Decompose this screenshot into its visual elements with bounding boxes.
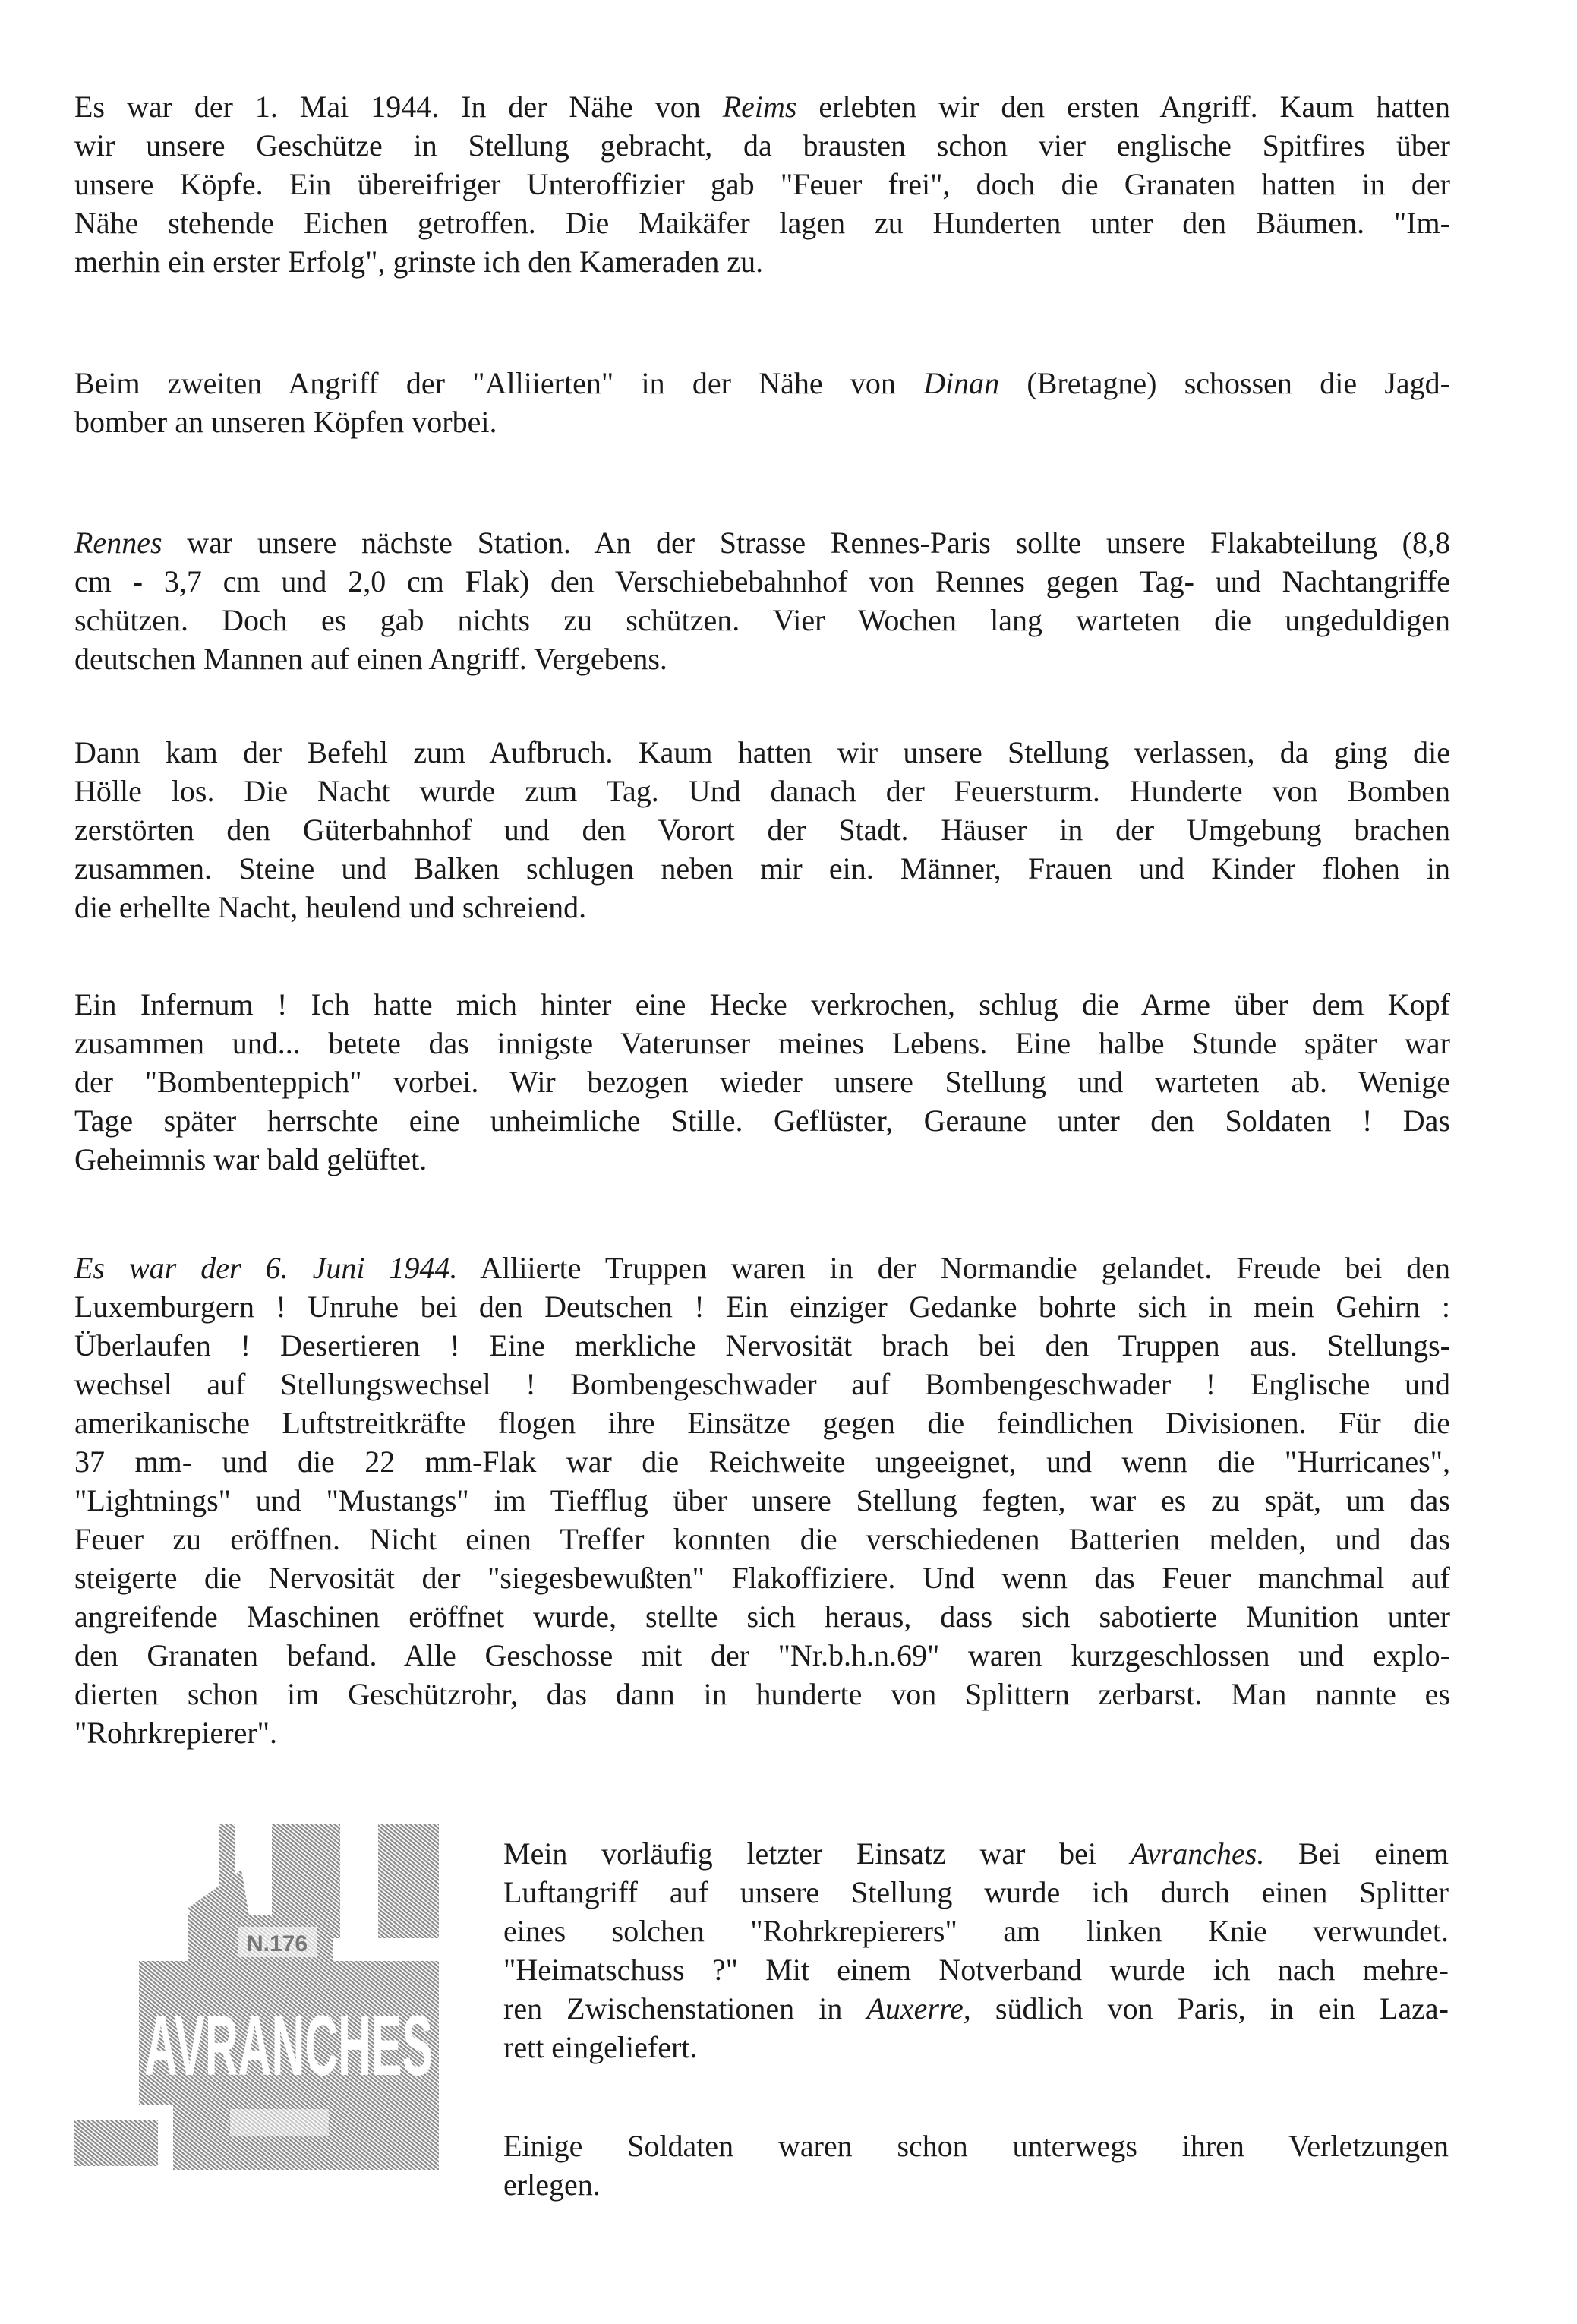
text-line: erlegen. <box>503 2168 601 2202</box>
text-line: deutschen Mannen auf einen Angriff. Vergebens. <box>74 642 667 676</box>
text-line: "Heimatschuss ?" Mit einem Notverband wurde ich nach mehre- <box>503 1953 1449 1987</box>
text-line: steigerte die Nervosität der "siegesbewußten" Flakoffiziere. Und wenn das Feuer manchmal auf <box>74 1561 1450 1595</box>
paragraph-soldaten <box>503 2127 1449 2204</box>
text-line: eines solchen "Rohrkrepierers" am linken Knie verwundet. <box>503 1914 1449 1948</box>
text-segment: Bei einem <box>1264 1836 1449 1871</box>
text-line: den Granaten befand. Alle Geschosse mit der "Nr.b.h.n.69" waren kurzgeschlossen und explo- <box>74 1638 1450 1672</box>
text-line: Hölle los. Die Nacht wurde zum Tag. Und danach der Feuersturm. Hunderte von Bomben <box>74 774 1450 808</box>
text-line: der "Bombenteppich" vorbei. Wir bezogen wieder unsere Stellung und warteten ab. Wenige <box>74 1065 1450 1099</box>
italic-text: Dinan <box>923 366 1000 400</box>
text-line: Nähe stehende Eichen getroffen. Die Maikäfer lagen zu Hunderten unter den Bäumen. "Im- <box>74 206 1450 240</box>
paragraph-aufbruch <box>74 733 1450 927</box>
text-line: Überlaufen ! Desertieren ! Eine merkliche Nervosität brach bei den Truppen aus. Stellungs- <box>74 1328 1450 1363</box>
text-line: zerstörten den Güterbahnhof und den Vorort der Stadt. Häuser in der Umgebung brachen <box>74 813 1450 847</box>
text-line: schützen. Doch es gab nichts zu schützen. Vier Wochen lang warteten die ungeduldigen <box>74 603 1450 637</box>
text-segment: ren Zwischenstationen in <box>503 1991 867 2026</box>
text-line: Tage später herrschte eine unheimliche Stille. Geflüster, Geraune unter den Soldaten ! Das <box>74 1104 1450 1138</box>
sign-avranches-text: AVRANCHES <box>144 1998 433 2093</box>
text-line: "Rohrkrepierer". <box>74 1716 277 1750</box>
text-line: cm - 3,7 cm und 2,0 cm Flak) den Verschiebebahnhof von Rennes gegen Tag- und Nachtangriffe <box>74 564 1450 598</box>
text-line: Luxemburgern ! Unruhe bei den Deutschen ! Ein einziger Gedanke bohrte sich in mein Gehirn : <box>74 1290 1450 1324</box>
italic-text: Reims <box>722 90 797 124</box>
text-line: rett eingeliefert. <box>503 2030 698 2064</box>
text-line: Ein Infernum ! Ich hatte mich hinter eine Hecke verkrochen, schlug die Arme über dem Kopf <box>74 987 1450 1021</box>
text-line: bomber an unseren Köpfen vorbei. <box>74 405 497 439</box>
italic-text: Es war der 6. Juni 1944. <box>74 1251 458 1285</box>
text-line: "Lightnings" und "Mustangs" im Tiefflug über unsere Stellung fegten, war es zu spät, um das <box>74 1483 1450 1517</box>
text-line: merhin ein erster Erfolg", grinste ich den Kameraden zu. <box>74 245 764 279</box>
italic-text: Avranches. <box>1130 1836 1265 1871</box>
text-line: wir unsere Geschütze in Stellung gebracht, da brausten schon vier englische Spitfires über <box>74 128 1450 163</box>
text-line: dierten schon im Geschützrohr, das dann in hunderte von Splittern zerbarst. Man nannte es <box>74 1677 1450 1711</box>
italic-text: Auxerre, <box>866 1991 971 2026</box>
text-line <box>74 1249 1450 1287</box>
paragraph-infernum <box>74 985 1450 1179</box>
text-line: Geheimnis war bald gelüftet. <box>74 1142 427 1176</box>
text-line: Luftangriff auf unsere Stellung wurde ich durch einen Splitter <box>503 1875 1449 1909</box>
text-segment: südlich von Paris, in ein Laza- <box>970 1991 1449 2026</box>
text-line: Feuer zu eröffnen. Nicht einen Treffer konnten die verschiedenen Batterien melden, und das <box>74 1522 1450 1556</box>
text-segment: Alliierte Truppen waren in der Normandie gelandet. Freude bei den <box>457 1251 1451 1285</box>
sign-route-text: N.176 <box>246 1931 308 1956</box>
paragraph-reims <box>74 87 1450 281</box>
text-line: wechsel auf Stellungswechsel ! Bombengeschwader auf Bombengeschwader ! Englische und <box>74 1367 1450 1401</box>
text-line: Einige Soldaten waren schon unterwegs ihren Verletzungen <box>503 2129 1449 2163</box>
paragraph-dinan <box>74 364 1450 441</box>
text-line: Dann kam der Befehl zum Aufbruch. Kaum hatten wir unsere Stellung verlassen, da ging die <box>74 735 1450 769</box>
italic-text: Rennes <box>74 526 162 560</box>
text-segment: Beim zweiten Angriff der "Alliierten" in der Nähe von <box>74 366 924 400</box>
text-line: die erhellte Nacht, heulend und schreiend. <box>74 890 587 924</box>
text-segment: Mein vorläufig letzter Einsatz war bei <box>503 1836 1131 1871</box>
paragraph-avranches <box>503 1834 1449 2067</box>
text-line <box>74 523 1450 562</box>
text-line: 37 mm- und die 22 mm-Flak war die Reichweite ungeeignet, und wenn die "Hurricanes", <box>74 1445 1450 1479</box>
paragraph-rennes <box>74 523 1450 678</box>
text-segment: (Bretagne) schossen die Jagd- <box>999 366 1450 400</box>
text-segment: Es war der 1. Mai 1944. In der Nähe von <box>74 90 723 124</box>
text-line: unsere Köpfe. Ein übereifriger Unteroffizier gab "Feuer frei", doch die Granaten hatten in der <box>74 167 1450 201</box>
text-line <box>503 1989 1449 2028</box>
text-line <box>74 364 1450 403</box>
text-line <box>503 1834 1449 1873</box>
text-line: angreifende Maschinen eröffnet wurde, stellte sich heraus, dass sich sabotierte Munition unter <box>74 1599 1450 1634</box>
text-line: zusammen. Steine und Balken schlugen neben mir ein. Männer, Frauen und Kinder flohen in <box>74 851 1450 886</box>
text-line: amerikanische Luftstreitkräfte flogen ihre Einsätze gegen die feindlichen Divisionen. Für die <box>74 1406 1450 1440</box>
text-segment: erlebten wir den ersten Angriff. Kaum hatten <box>796 90 1450 124</box>
avranches-sign-photo <box>67 1817 446 2174</box>
text-line <box>74 87 1450 126</box>
text-segment: war unsere nächste Station. An der Strasse Rennes-Paris sollte unsere Flakabteilung (8,8 <box>162 526 1450 560</box>
paragraph-6-juni <box>74 1249 1450 1752</box>
text-line: zusammen und... betete das innigste Vaterunser meines Lebens. Eine halbe Stunde später war <box>74 1026 1450 1060</box>
